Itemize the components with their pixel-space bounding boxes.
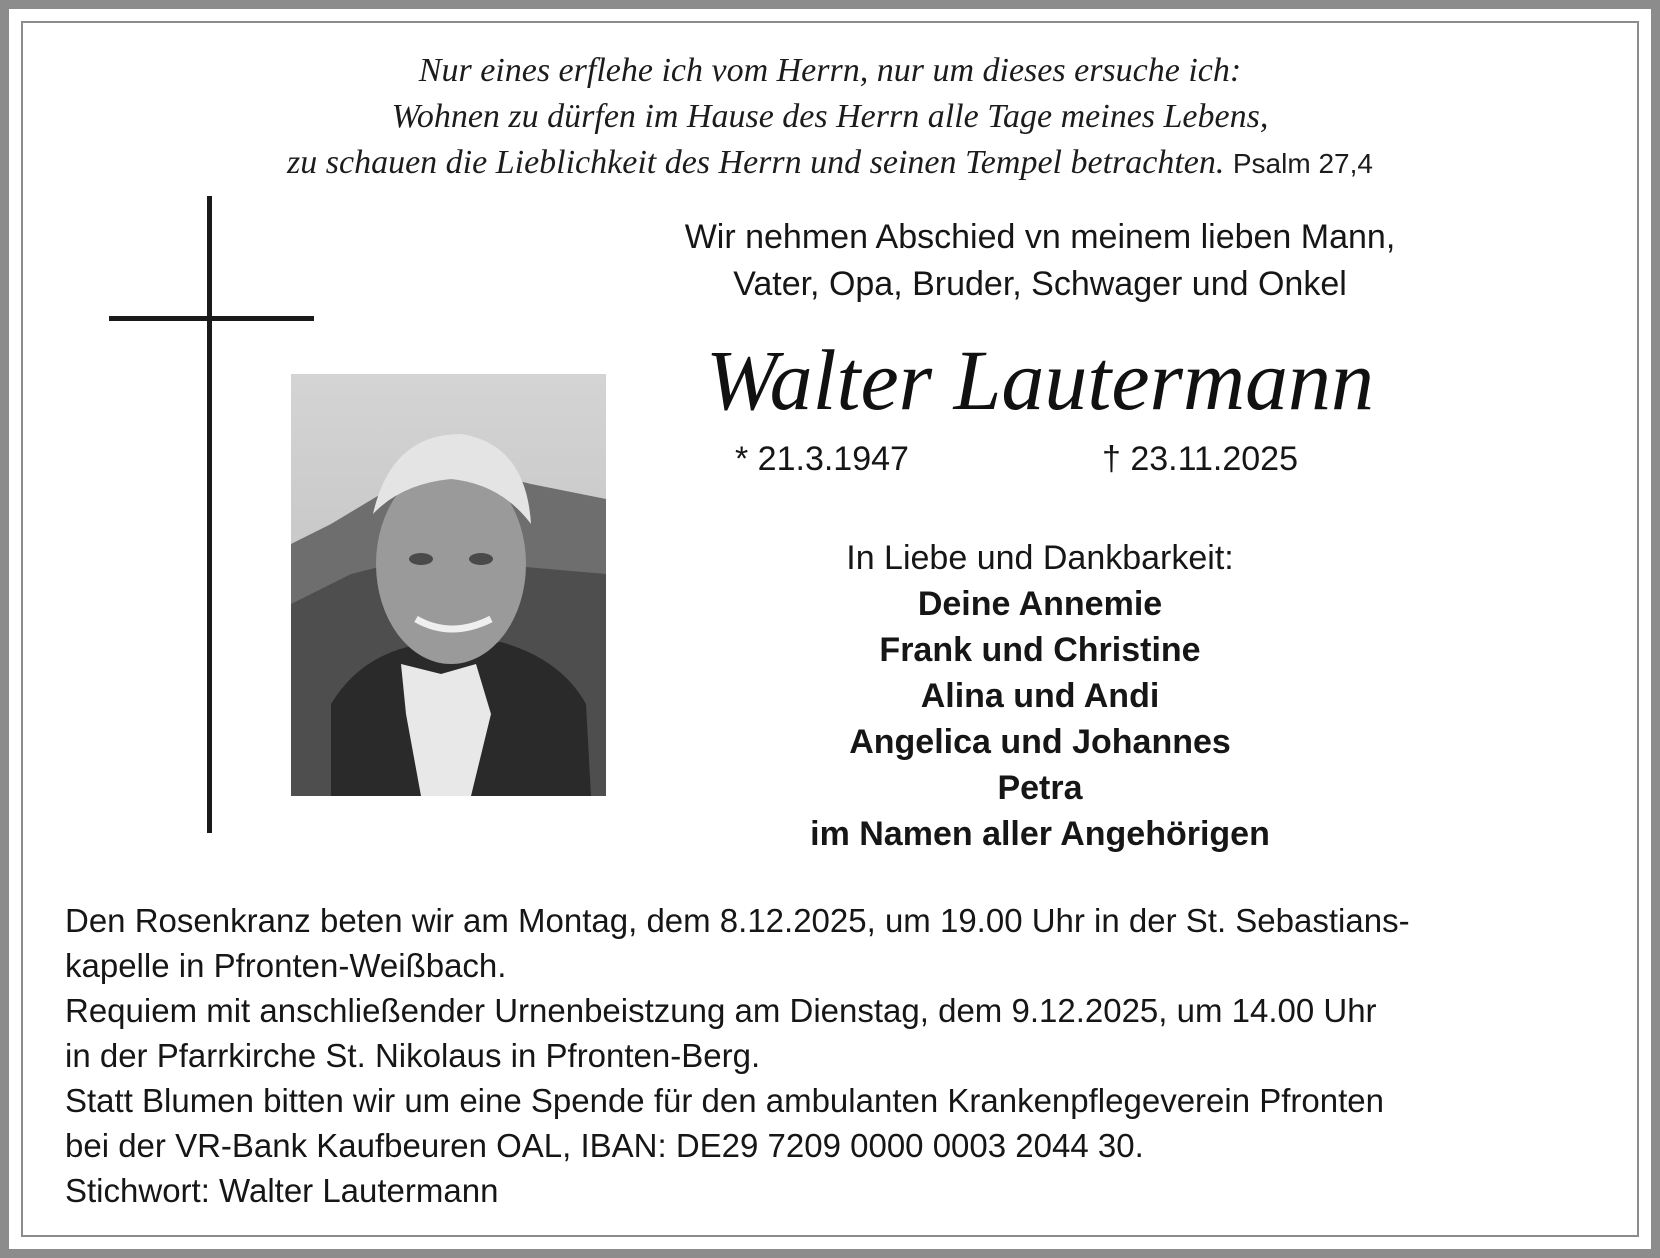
mourner-name: im Namen aller Angehörigen: [810, 815, 1270, 853]
mourners-intro: In Liebe und Dankbarkeit:: [846, 539, 1234, 577]
details-line: Requiem mit anschließender Urnenbeistzung am Dienstag, dem 9.12.2025, um 14.00 Uhr: [65, 992, 1377, 1029]
intro-line-1: Wir nehmen Abschied vn meinem lieben Mann,: [684, 218, 1396, 256]
death-date: † 23.11.2025: [1102, 440, 1298, 478]
mourner-name: Deine Annemie: [917, 585, 1163, 623]
mourner-name: Angelica und Johannes: [849, 723, 1231, 761]
portrait-photo: [291, 374, 606, 796]
mourners-block: [580, 535, 1500, 857]
mourner-name: Petra: [997, 769, 1083, 807]
details-line: in der Pfarrkirche St. Nikolaus in Pfronten-Berg.: [65, 1037, 761, 1074]
details-line: bei der VR-Bank Kaufbeuren OAL, IBAN: DE29 7209 0000 0003 2044 30.: [65, 1127, 1144, 1164]
psalm-quote: [0, 48, 1660, 187]
service-details: [65, 898, 1595, 1213]
psalm-line-1: Nur eines erflehe ich vom Herrn, nur um dieses ersuche ich:: [418, 52, 1242, 89]
details-line: Den Rosenkranz beten wir am Montag, dem 8.12.2025, um 19.00 Uhr in der St. Sebastians-: [65, 902, 1410, 939]
details-line: Stichwort: Walter Lautermann: [65, 1172, 499, 1209]
intro-line-2: Vater, Opa, Bruder, Schwager und Onkel: [733, 265, 1347, 303]
cross-horizontal-beam: [109, 316, 314, 321]
details-line: Statt Blumen bitten wir um eine Spende für den ambulanten Krankenpflegeverein Pfronten: [65, 1082, 1384, 1119]
birth-date: * 21.3.1947: [735, 440, 909, 478]
portrait-illustration: [291, 374, 606, 796]
psalm-line-2: Wohnen zu dürfen im Hause des Herrn alle Tage meines Lebens,: [391, 98, 1269, 135]
mourner-name: Frank und Christine: [879, 631, 1201, 669]
psalm-line-3: [0, 140, 1660, 187]
psalm-line-3-text: zu schauen die Lieblichkeit des Herrn und seinen Tempel betrachten.: [287, 144, 1225, 181]
cross-vertical-beam: [207, 196, 212, 833]
mourner-name: Alina und Andi: [920, 677, 1160, 715]
psalm-reference: Psalm 27,4: [1232, 148, 1373, 179]
deceased-name: Walter Lautermann: [705, 332, 1375, 428]
details-line: kapelle in Pfronten-Weißbach.: [65, 947, 507, 984]
farewell-intro: [580, 214, 1500, 308]
